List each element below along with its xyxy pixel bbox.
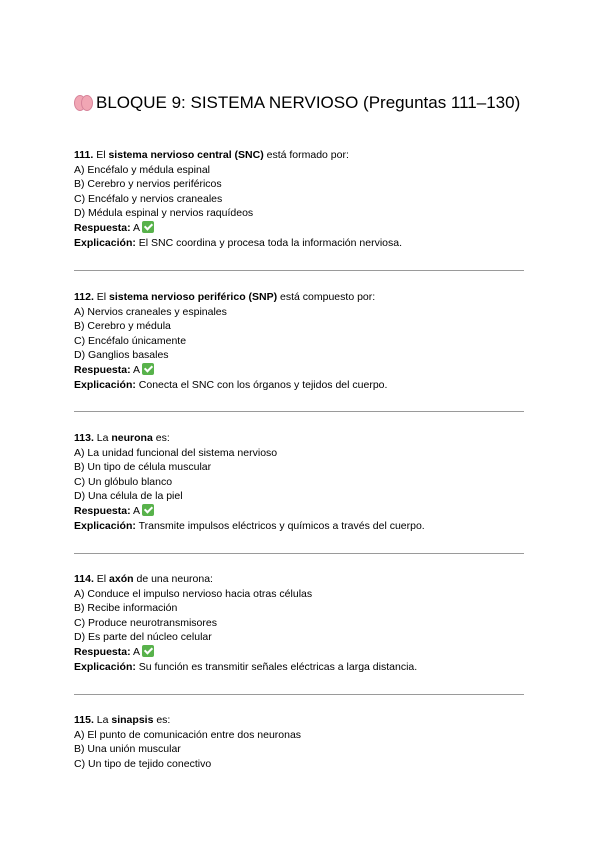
option-d: D) Ganglios basales bbox=[74, 349, 169, 362]
question-113 bbox=[74, 431, 524, 533]
explanation-text: Conecta el SNC con los órganos y tejidos del cuerpo. bbox=[138, 378, 388, 391]
question-pre: El bbox=[96, 291, 107, 303]
option-a: A) Nervios craneales y espinales bbox=[74, 305, 227, 318]
explanation-label: Explicación: bbox=[74, 378, 136, 391]
question-post: de una neurona: bbox=[136, 573, 213, 585]
option-b: B) Una unión muscular bbox=[74, 743, 181, 756]
question-number: 115. bbox=[74, 714, 94, 726]
explanation-text: El SNC coordina y procesa toda la información nerviosa. bbox=[138, 236, 402, 249]
question-header bbox=[74, 431, 524, 446]
explanation-line bbox=[74, 660, 524, 675]
check-icon bbox=[142, 221, 154, 233]
question-112 bbox=[74, 290, 524, 392]
divider bbox=[74, 270, 524, 271]
answer-line bbox=[74, 645, 524, 660]
answer-line bbox=[74, 221, 524, 236]
question-number: 114. bbox=[74, 573, 94, 585]
question-header bbox=[74, 572, 524, 587]
option-a: A) Conduce el impulso nervioso hacia otras células bbox=[74, 587, 313, 600]
question-header bbox=[74, 148, 524, 163]
question-114 bbox=[74, 572, 524, 674]
option-a: A) Encéfalo y médula espinal bbox=[74, 163, 210, 176]
option-b: B) Cerebro y nervios periféricos bbox=[74, 178, 222, 191]
question-number: 113. bbox=[74, 432, 94, 444]
option-a: A) La unidad funcional del sistema nervioso bbox=[74, 446, 278, 459]
explanation-line bbox=[74, 519, 524, 534]
page-title bbox=[74, 90, 534, 115]
question-post: está formado por: bbox=[266, 149, 349, 161]
question-term: sistema nervioso periférico (SNP) bbox=[109, 291, 278, 303]
check-icon bbox=[142, 363, 154, 375]
answer-label: Respuesta: bbox=[74, 221, 131, 234]
explanation-label: Explicación: bbox=[74, 660, 136, 673]
brain-icon bbox=[74, 94, 92, 110]
explanation-label: Explicación: bbox=[74, 236, 136, 249]
explanation-line bbox=[74, 236, 524, 251]
option-b: B) Un tipo de célula muscular bbox=[74, 461, 212, 474]
answer-value: A bbox=[132, 504, 140, 517]
answer-label: Respuesta: bbox=[74, 504, 131, 517]
option-c: C) Un tipo de tejido conectivo bbox=[74, 757, 212, 770]
answer-line bbox=[74, 504, 524, 519]
option-d: D) Una célula de la piel bbox=[74, 490, 183, 503]
explanation-text: Su función es transmitir señales eléctricas a larga distancia. bbox=[138, 660, 418, 673]
answer-line bbox=[74, 363, 524, 378]
question-pre: La bbox=[96, 432, 109, 444]
question-post: es: bbox=[155, 432, 170, 444]
question-term: sistema nervioso central (SNC) bbox=[108, 149, 264, 161]
check-icon bbox=[142, 504, 154, 516]
check-icon bbox=[142, 645, 154, 657]
explanation-line bbox=[74, 378, 524, 393]
question-number: 112. bbox=[74, 291, 94, 303]
question-115 bbox=[74, 713, 524, 771]
question-pre: El bbox=[96, 573, 107, 585]
option-d: D) Médula espinal y nervios raquídeos bbox=[74, 207, 254, 220]
answer-label: Respuesta: bbox=[74, 363, 131, 376]
answer-label: Respuesta: bbox=[74, 645, 131, 658]
answer-value: A bbox=[132, 363, 140, 376]
question-post: es: bbox=[156, 714, 171, 726]
question-term: axón bbox=[109, 573, 134, 585]
option-d: D) Es parte del núcleo celular bbox=[74, 631, 212, 644]
question-header bbox=[74, 713, 524, 728]
divider bbox=[74, 553, 524, 554]
answer-value: A bbox=[132, 221, 140, 234]
divider bbox=[74, 411, 524, 412]
explanation-text: Transmite impulsos eléctricos y químicos a través del cuerpo. bbox=[138, 519, 425, 532]
question-pre: El bbox=[96, 149, 106, 161]
question-term: sinapsis bbox=[111, 714, 154, 726]
option-b: B) Cerebro y médula bbox=[74, 320, 171, 333]
option-c: C) Encéfalo únicamente bbox=[74, 334, 187, 347]
page-title-text: BLOQUE 9: SISTEMA NERVIOSO (Preguntas 111–130) bbox=[96, 93, 521, 112]
option-c: C) Produce neurotransmisores bbox=[74, 616, 217, 629]
explanation-label: Explicación: bbox=[74, 519, 136, 532]
option-b: B) Recibe información bbox=[74, 602, 178, 615]
option-a: A) El punto de comunicación entre dos neuronas bbox=[74, 728, 302, 741]
question-post: está compuesto por: bbox=[280, 291, 376, 303]
option-c: C) Encéfalo y nervios craneales bbox=[74, 192, 223, 205]
answer-value: A bbox=[132, 645, 140, 658]
divider bbox=[74, 694, 524, 695]
question-term: neurona bbox=[111, 432, 153, 444]
question-header bbox=[74, 290, 524, 305]
question-111 bbox=[74, 148, 524, 250]
option-c: C) Un glóbulo blanco bbox=[74, 475, 173, 488]
question-pre: La bbox=[96, 714, 109, 726]
question-number: 111. bbox=[74, 149, 94, 161]
